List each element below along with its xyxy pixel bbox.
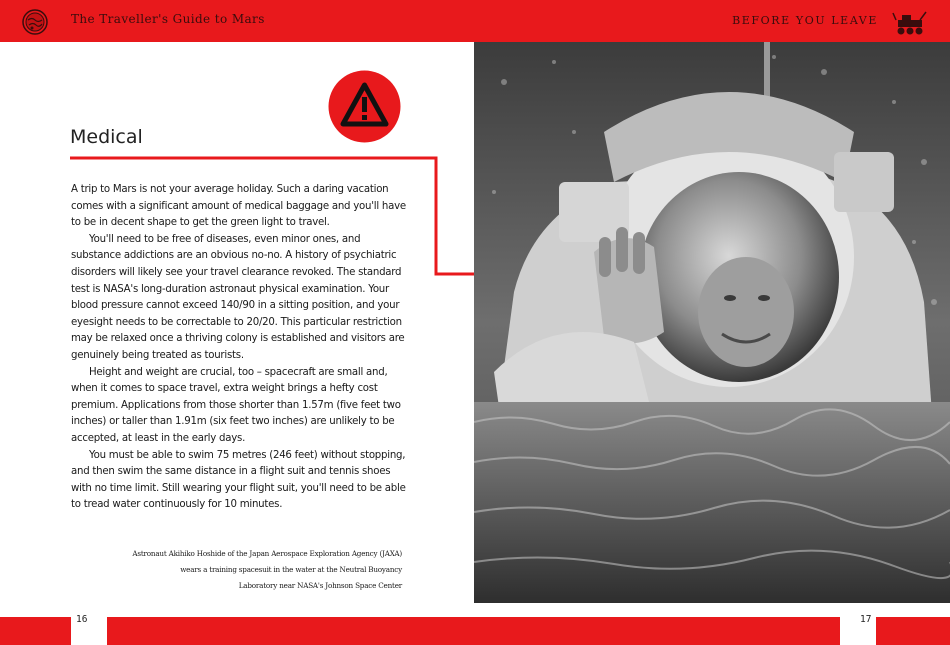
caption-line: Laboratory near NASA's Johnson Space Center xyxy=(238,581,402,590)
paragraph: You must be able to swim 75 metres (246 feet) without stopping, and then swim the same distance in a flight suit and tennis shoes with no time limit. Still wearing your flight suit, you'll need to be able to tread water continuously for 10 minutes. xyxy=(71,449,406,511)
page-number-left: 16 xyxy=(76,614,88,625)
paragraph: A trip to Mars is not your average holiday. Such a daring vacation comes with a significant amount of medical baggage and you'll have to be in decent shape to get the green light to travel. xyxy=(71,184,406,229)
rover-icon xyxy=(890,10,932,36)
paragraph: You'll need to be free of diseases, even minor ones, and substance addictions are an obvious no-no. A history of psychiatric disorders will likely see your travel clearance revoked. The standard test is NASA's long-duration astronaut physical examination. Your blood pressure cannot exceed 140/90 in a sitting position, and your eyesight needs to be correctable to 20/20. This particular restriction may be relaxed once a thriving colony is established and visitors are genuinely being treated as tourists. xyxy=(71,233,405,361)
book-title: The Traveller's Guide to Mars xyxy=(71,12,265,26)
astronaut-photo xyxy=(474,42,950,603)
caption-line: wears a training spacesuit in the water at the Neutral Buoyancy xyxy=(180,565,402,574)
article-body xyxy=(71,182,411,514)
section-title: BEFORE YOU LEAVE xyxy=(732,14,878,27)
footer-bar-middle xyxy=(107,617,840,645)
photo-caption xyxy=(70,546,402,594)
footer-bar-right xyxy=(876,617,950,645)
article-heading: Medical xyxy=(70,126,143,148)
photo-illustration xyxy=(474,42,950,603)
footer-bar-left xyxy=(0,617,71,645)
paragraph: Height and weight are crucial, too – spacecraft are small and, when it comes to space travel, extra weight brings a hefty cost premium. Applications from those shorter than 1.57m (five feet two inches) or taller than 1.91m (six feet two inches) are unlikely to be accepted, at least in the early days. xyxy=(71,366,401,444)
page-number-right: 17 xyxy=(860,614,872,625)
caption-line: Astronaut Akihiko Hoshide of the Japan Aerospace Exploration Agency (JAXA) xyxy=(132,549,402,558)
